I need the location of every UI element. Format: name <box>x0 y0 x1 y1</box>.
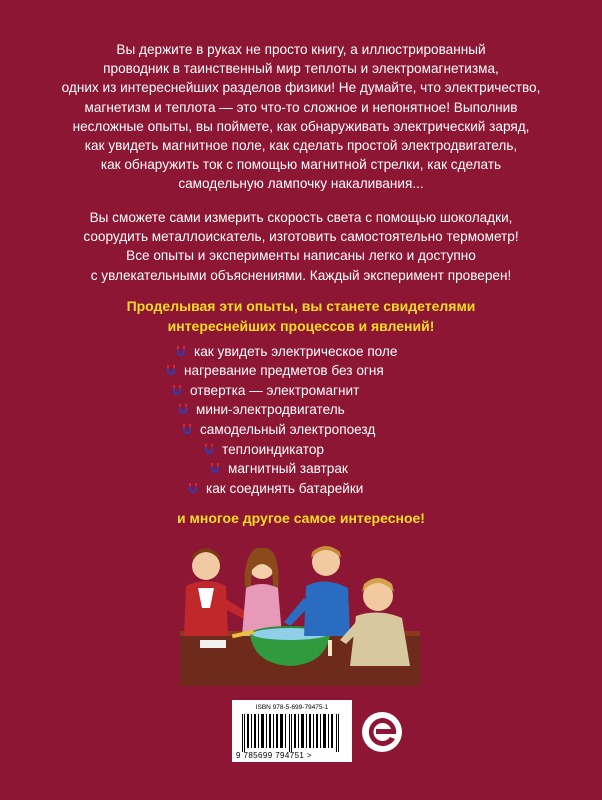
closing-line <box>40 508 562 528</box>
eksmo-e-logo-icon <box>360 709 404 755</box>
second-line: с увлекательными объяснениями. Каждый эксперимент проверен! <box>90 267 512 283</box>
list-item-label: как увидеть электрическое поле <box>194 344 398 359</box>
intro-line: Вы держите в руках не просто книгу, а иллюстрированный <box>116 42 486 57</box>
list-item-label: нагревание предметов без огня <box>184 363 384 378</box>
list-item <box>188 480 363 498</box>
intro-line: магнетизм и теплота — это что-то сложное и непонятное! Выполнив <box>84 99 518 115</box>
intro-line: проводник в таинственный мир теплоты и электромагнетизма, <box>103 61 499 77</box>
barcode <box>242 714 342 752</box>
second-line: Вы сможете сами измерить скорость света с помощью шоколадки, <box>89 210 513 225</box>
horseshoe-magnet-icon <box>182 424 192 436</box>
horseshoe-magnet-icon <box>204 444 214 456</box>
list-item <box>182 421 375 439</box>
intro-line: как увидеть магнитное поле, как сделать простой электродвигатель, <box>84 138 518 154</box>
intro-line: несложные опыты, вы поймете, как обнаруживать электрический заряд, <box>72 118 530 134</box>
highlight-line: интереснейших процессов и явлений! <box>167 318 435 334</box>
children-experiment-illustration <box>180 536 420 686</box>
list-item <box>172 382 359 400</box>
horseshoe-magnet-icon <box>178 404 188 416</box>
horseshoe-magnet-icon <box>176 346 186 358</box>
intro-line: как обнаружить ток с помощью магнитной стрелки, как сделать <box>100 157 502 173</box>
list-item <box>178 401 345 419</box>
intro-line: самодельную лампочку накаливания... <box>178 176 424 192</box>
highlight-line: Проделывая эти опыты, вы станете свидетелями <box>126 298 476 314</box>
list-item <box>166 362 384 380</box>
list-item-label: самодельный электропоезд <box>200 422 376 437</box>
barcode-box <box>232 700 352 762</box>
list-item-label: магнитный завтрак <box>228 461 348 476</box>
horseshoe-magnet-icon <box>172 385 182 397</box>
second-line: соорудить металлоискатель, изготовить самостоятельно термометр! <box>83 229 519 245</box>
horseshoe-magnet-icon <box>210 463 220 475</box>
closing-line-text: и многое другое самое интересное! <box>177 510 425 526</box>
barcode-number: 9 785699 794751 > <box>236 751 312 760</box>
horseshoe-magnet-icon <box>166 365 176 377</box>
list-item-label: мини-электродвигатель <box>196 402 345 417</box>
list-item <box>210 460 348 478</box>
list-item <box>204 441 324 459</box>
isbn-label: ISBN 978-5-699-79475-1 <box>255 704 329 711</box>
intro-line: одних из интереснейших разделов физики! Не думайте, что электричество, <box>61 80 541 96</box>
list-item-label: теплоиндикатор <box>222 442 324 457</box>
list-item-label: отвертка — электромагнит <box>190 383 360 398</box>
intro-paragraph <box>40 40 562 194</box>
list-item <box>176 343 397 361</box>
horseshoe-magnet-icon <box>188 483 198 495</box>
second-line: Все опыты и эксперименты написаны легко и доступно <box>126 248 476 264</box>
highlight-heading <box>40 296 562 336</box>
list-item-label: как соединять батарейки <box>206 481 364 496</box>
second-paragraph <box>40 208 562 285</box>
